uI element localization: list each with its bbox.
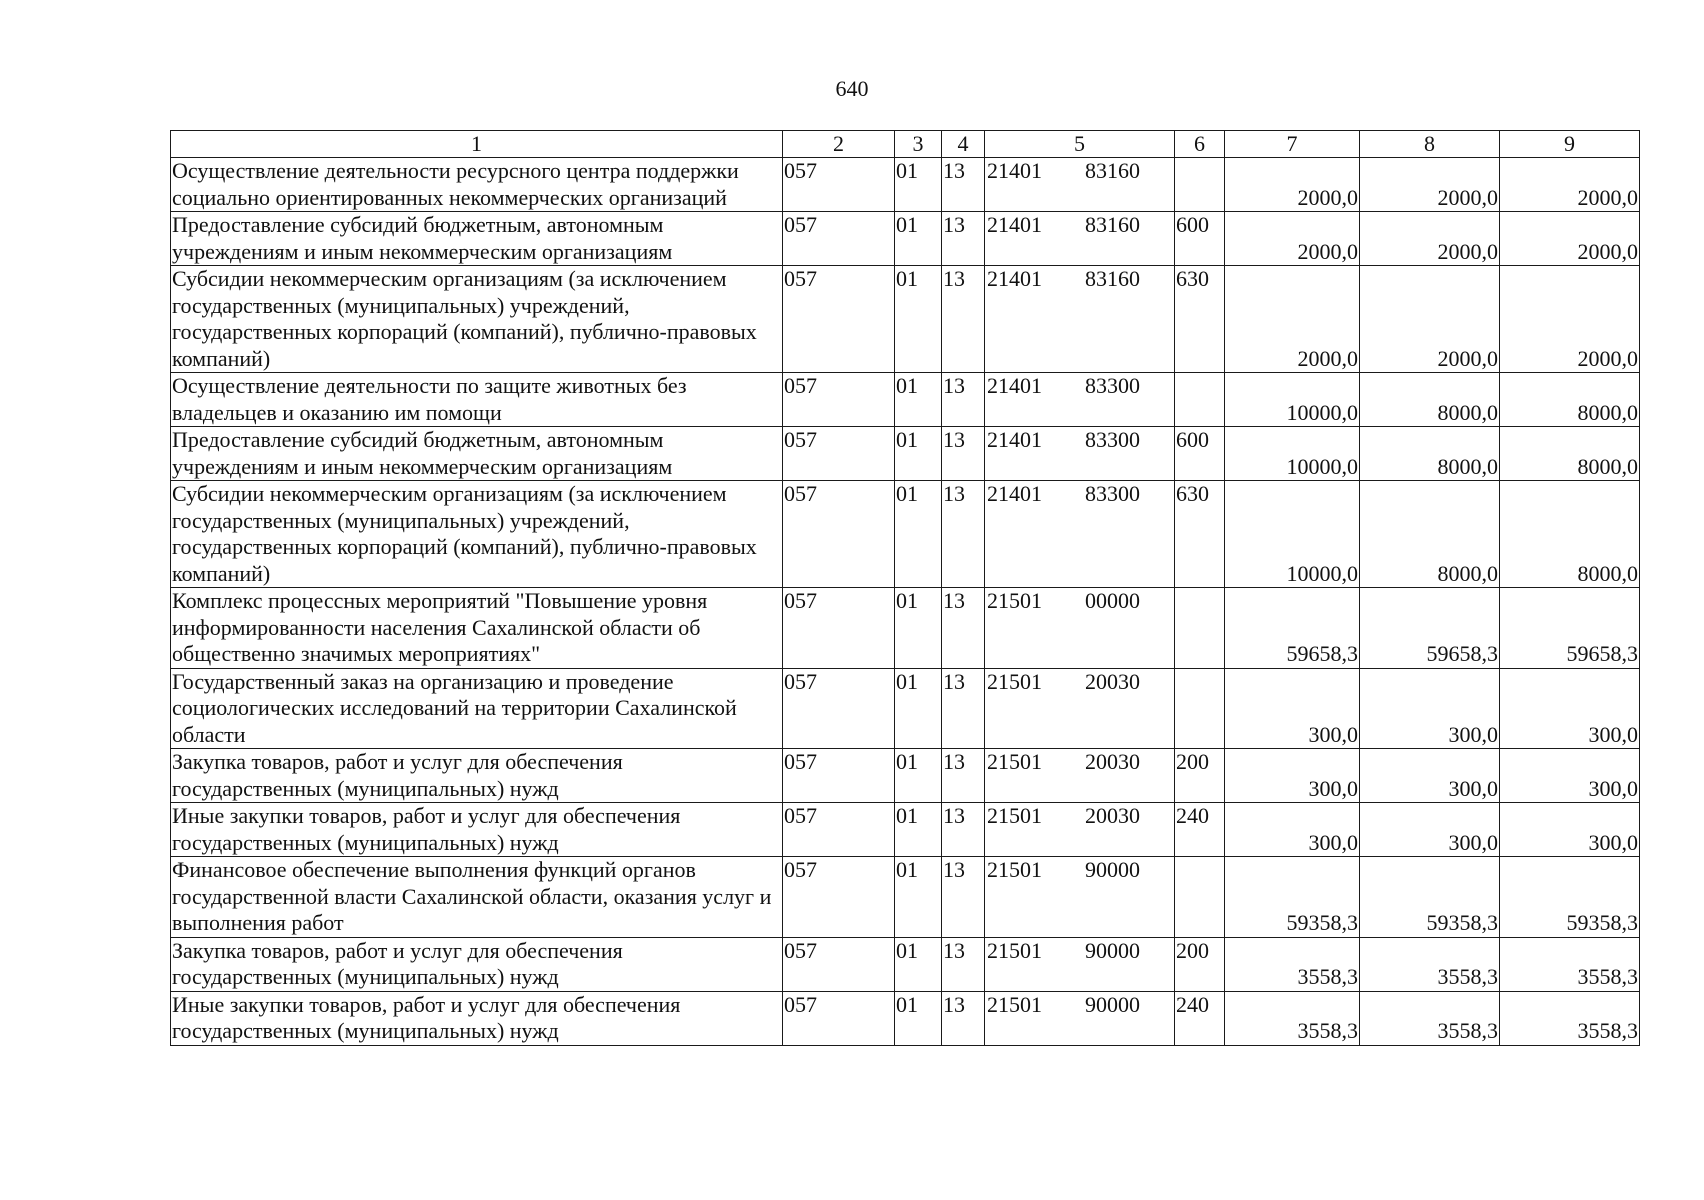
amount-col-7: 59358,3	[1225, 857, 1360, 938]
amount-col-7: 300,0	[1225, 668, 1360, 749]
amount-col-7: 2000,0	[1225, 158, 1360, 212]
target-article-code	[985, 803, 1175, 857]
column-header: 2	[783, 131, 895, 158]
program-code: 21401	[987, 266, 1042, 291]
table-row	[171, 668, 1640, 749]
amount-col-9: 59358,3	[1500, 857, 1640, 938]
section-code: 01	[895, 481, 942, 588]
ministry-code: 057	[783, 857, 895, 938]
budget-table	[170, 130, 1640, 1046]
column-header: 6	[1175, 131, 1225, 158]
row-name: Комплекс процессных мероприятий "Повышение уровня информированности населения Сахалинской области об общественно значимых мероприятиях"	[171, 588, 783, 669]
amount-col-7: 3558,3	[1225, 937, 1360, 991]
section-code: 01	[895, 588, 942, 669]
amount-col-8: 59358,3	[1360, 857, 1500, 938]
target-article-code-parts	[985, 857, 1174, 884]
expense-type-code: 630	[1175, 481, 1225, 588]
amount-col-9: 300,0	[1500, 668, 1640, 749]
subsection-code: 13	[942, 266, 985, 373]
table-row	[171, 373, 1640, 427]
target-article-code	[985, 427, 1175, 481]
table-row	[171, 212, 1640, 266]
subsection-code: 13	[942, 481, 985, 588]
amount-col-9: 8000,0	[1500, 373, 1640, 427]
section-code: 01	[895, 158, 942, 212]
target-article-code	[985, 158, 1175, 212]
ministry-code: 057	[783, 266, 895, 373]
section-code: 01	[895, 373, 942, 427]
target-article-code-parts	[985, 938, 1174, 965]
target-article-code-parts	[985, 588, 1174, 615]
target-article-code	[985, 937, 1175, 991]
column-header: 3	[895, 131, 942, 158]
expense-type-code	[1175, 668, 1225, 749]
page-number: 640	[835, 76, 869, 101]
target-article-code-parts	[985, 266, 1174, 293]
subsection-code: 13	[942, 158, 985, 212]
ministry-code: 057	[783, 749, 895, 803]
direction-code: 90000	[1085, 937, 1140, 963]
direction-code: 83160	[1085, 266, 1140, 291]
table-body	[171, 158, 1640, 1046]
amount-col-9: 8000,0	[1500, 427, 1640, 481]
amount-col-8: 300,0	[1360, 803, 1500, 857]
expense-type-code	[1175, 588, 1225, 669]
program-code: 21501	[987, 749, 1042, 774]
expense-type-code: 600	[1175, 212, 1225, 266]
ministry-code: 057	[783, 481, 895, 588]
program-code: 21501	[987, 937, 1042, 963]
section-code: 01	[895, 427, 942, 481]
direction-code: 20030	[1085, 749, 1140, 774]
table-row	[171, 427, 1640, 481]
target-article-code-parts	[985, 481, 1174, 508]
table-row	[171, 803, 1640, 857]
amount-col-7: 300,0	[1225, 803, 1360, 857]
row-name: Субсидии некоммерческим организациям (за исключением государственных (муниципальных) учреждений, государственных корпораций (компаний), публично-правовых компаний)	[171, 481, 783, 588]
direction-code: 20030	[1085, 803, 1140, 828]
target-article-code	[985, 373, 1175, 427]
amount-col-9: 2000,0	[1500, 266, 1640, 373]
amount-col-9: 8000,0	[1500, 481, 1640, 588]
table-row	[171, 749, 1640, 803]
amount-col-9: 300,0	[1500, 803, 1640, 857]
target-article-code	[985, 857, 1175, 938]
direction-code: 20030	[1085, 668, 1140, 694]
amount-col-9: 59658,3	[1500, 588, 1640, 669]
program-code: 21501	[987, 668, 1042, 694]
row-name: Предоставление субсидий бюджетным, автономным учреждениям и иным некоммерческим организациям	[171, 212, 783, 266]
expense-type-code	[1175, 857, 1225, 938]
amount-col-8: 2000,0	[1360, 266, 1500, 373]
section-code: 01	[895, 857, 942, 938]
table-row	[171, 158, 1640, 212]
row-name: Осуществление деятельности ресурсного центра поддержки социально ориентированных некоммерческих организаций	[171, 158, 783, 212]
target-article-code-parts	[985, 749, 1174, 776]
row-name: Государственный заказ на организацию и проведение социологических исследований на территории Сахалинской области	[171, 668, 783, 749]
section-code: 01	[895, 668, 942, 749]
subsection-code: 13	[942, 857, 985, 938]
section-code: 01	[895, 937, 942, 991]
target-article-code	[985, 588, 1175, 669]
column-header: 1	[171, 131, 783, 158]
subsection-code: 13	[942, 212, 985, 266]
amount-col-8: 8000,0	[1360, 427, 1500, 481]
column-header: 9	[1500, 131, 1640, 158]
amount-col-8: 8000,0	[1360, 373, 1500, 427]
target-article-code-parts	[985, 669, 1174, 696]
direction-code: 83300	[1085, 427, 1140, 452]
target-article-code	[985, 749, 1175, 803]
target-article-code-parts	[985, 158, 1174, 185]
amount-col-8: 300,0	[1360, 749, 1500, 803]
amount-col-8: 300,0	[1360, 668, 1500, 749]
section-code: 01	[895, 991, 942, 1045]
amount-col-7: 10000,0	[1225, 427, 1360, 481]
row-name: Предоставление субсидий бюджетным, автономным учреждениям и иным некоммерческим организациям	[171, 427, 783, 481]
table-row	[171, 991, 1640, 1045]
target-article-code	[985, 481, 1175, 588]
amount-col-8: 2000,0	[1360, 158, 1500, 212]
program-code: 21401	[987, 481, 1042, 506]
direction-code: 83160	[1085, 212, 1140, 237]
direction-code: 83300	[1085, 481, 1140, 506]
ministry-code: 057	[783, 427, 895, 481]
amount-col-9: 3558,3	[1500, 991, 1640, 1045]
target-article-code-parts	[985, 992, 1174, 1019]
row-name: Финансовое обеспечение выполнения функций органов государственной власти Сахалинской области, оказания услуг и выполнения работ	[171, 857, 783, 938]
target-article-code-parts	[985, 803, 1174, 830]
ministry-code: 057	[783, 803, 895, 857]
target-article-code-parts	[985, 212, 1174, 239]
subsection-code: 13	[942, 749, 985, 803]
expense-type-code: 240	[1175, 991, 1225, 1045]
target-article-code	[985, 991, 1175, 1045]
subsection-code: 13	[942, 427, 985, 481]
column-header: 5	[985, 131, 1175, 158]
row-name: Закупка товаров, работ и услуг для обеспечения государственных (муниципальных) нужд	[171, 749, 783, 803]
ministry-code: 057	[783, 158, 895, 212]
expense-type-code: 630	[1175, 266, 1225, 373]
direction-code: 83300	[1085, 373, 1140, 398]
program-code: 21501	[987, 588, 1042, 613]
row-name: Закупка товаров, работ и услуг для обеспечения государственных (муниципальных) нужд	[171, 937, 783, 991]
subsection-code: 13	[942, 937, 985, 991]
direction-code: 00000	[1085, 588, 1140, 613]
ministry-code: 057	[783, 588, 895, 669]
subsection-code: 13	[942, 373, 985, 427]
direction-code: 83160	[1085, 158, 1140, 183]
amount-col-7: 10000,0	[1225, 481, 1360, 588]
subsection-code: 13	[942, 991, 985, 1045]
program-code: 21401	[987, 373, 1042, 398]
table-row	[171, 937, 1640, 991]
amount-col-7: 10000,0	[1225, 373, 1360, 427]
target-article-code	[985, 668, 1175, 749]
amount-col-7: 2000,0	[1225, 212, 1360, 266]
expense-type-code: 200	[1175, 749, 1225, 803]
section-code: 01	[895, 803, 942, 857]
amount-col-8: 59658,3	[1360, 588, 1500, 669]
amount-col-7: 3558,3	[1225, 991, 1360, 1045]
program-code: 21401	[987, 158, 1042, 183]
row-name: Иные закупки товаров, работ и услуг для обеспечения государственных (муниципальных) нужд	[171, 803, 783, 857]
ministry-code: 057	[783, 991, 895, 1045]
expense-type-code: 600	[1175, 427, 1225, 481]
direction-code: 90000	[1085, 857, 1140, 882]
program-code: 21501	[987, 857, 1042, 882]
amount-col-9: 3558,3	[1500, 937, 1640, 991]
ministry-code: 057	[783, 937, 895, 991]
amount-col-7: 300,0	[1225, 749, 1360, 803]
target-article-code-parts	[985, 373, 1174, 400]
expense-type-code	[1175, 158, 1225, 212]
section-code: 01	[895, 749, 942, 803]
subsection-code: 13	[942, 668, 985, 749]
amount-col-8: 3558,3	[1360, 937, 1500, 991]
header-row	[171, 131, 1640, 158]
ministry-code: 057	[783, 668, 895, 749]
table-row	[171, 266, 1640, 373]
subsection-code: 13	[942, 588, 985, 669]
direction-code: 90000	[1085, 991, 1140, 1017]
amount-col-9: 300,0	[1500, 749, 1640, 803]
amount-col-9: 2000,0	[1500, 158, 1640, 212]
target-article-code	[985, 266, 1175, 373]
program-code: 21401	[987, 212, 1042, 237]
amount-col-8: 3558,3	[1360, 991, 1500, 1045]
target-article-code-parts	[985, 427, 1174, 454]
amount-col-8: 8000,0	[1360, 481, 1500, 588]
row-name: Субсидии некоммерческим организациям (за исключением государственных (муниципальных) учреждений, государственных корпораций (компаний), публично-правовых компаний)	[171, 266, 783, 373]
program-code: 21501	[987, 991, 1042, 1017]
subsection-code: 13	[942, 803, 985, 857]
amount-col-8: 2000,0	[1360, 212, 1500, 266]
amount-col-7: 59658,3	[1225, 588, 1360, 669]
row-name: Иные закупки товаров, работ и услуг для обеспечения государственных (муниципальных) нужд	[171, 991, 783, 1045]
target-article-code	[985, 212, 1175, 266]
column-header: 8	[1360, 131, 1500, 158]
column-header: 4	[942, 131, 985, 158]
amount-col-7: 2000,0	[1225, 266, 1360, 373]
expense-type-code	[1175, 373, 1225, 427]
amount-col-9: 2000,0	[1500, 212, 1640, 266]
table-row	[171, 857, 1640, 938]
section-code: 01	[895, 212, 942, 266]
program-code: 21501	[987, 803, 1042, 828]
row-name: Осуществление деятельности по защите животных без владельцев и оказанию им помощи	[171, 373, 783, 427]
column-header: 7	[1225, 131, 1360, 158]
expense-type-code: 200	[1175, 937, 1225, 991]
ministry-code: 057	[783, 212, 895, 266]
program-code: 21401	[987, 427, 1042, 452]
ministry-code: 057	[783, 373, 895, 427]
table-row	[171, 588, 1640, 669]
section-code: 01	[895, 266, 942, 373]
expense-type-code: 240	[1175, 803, 1225, 857]
table-row	[171, 481, 1640, 588]
